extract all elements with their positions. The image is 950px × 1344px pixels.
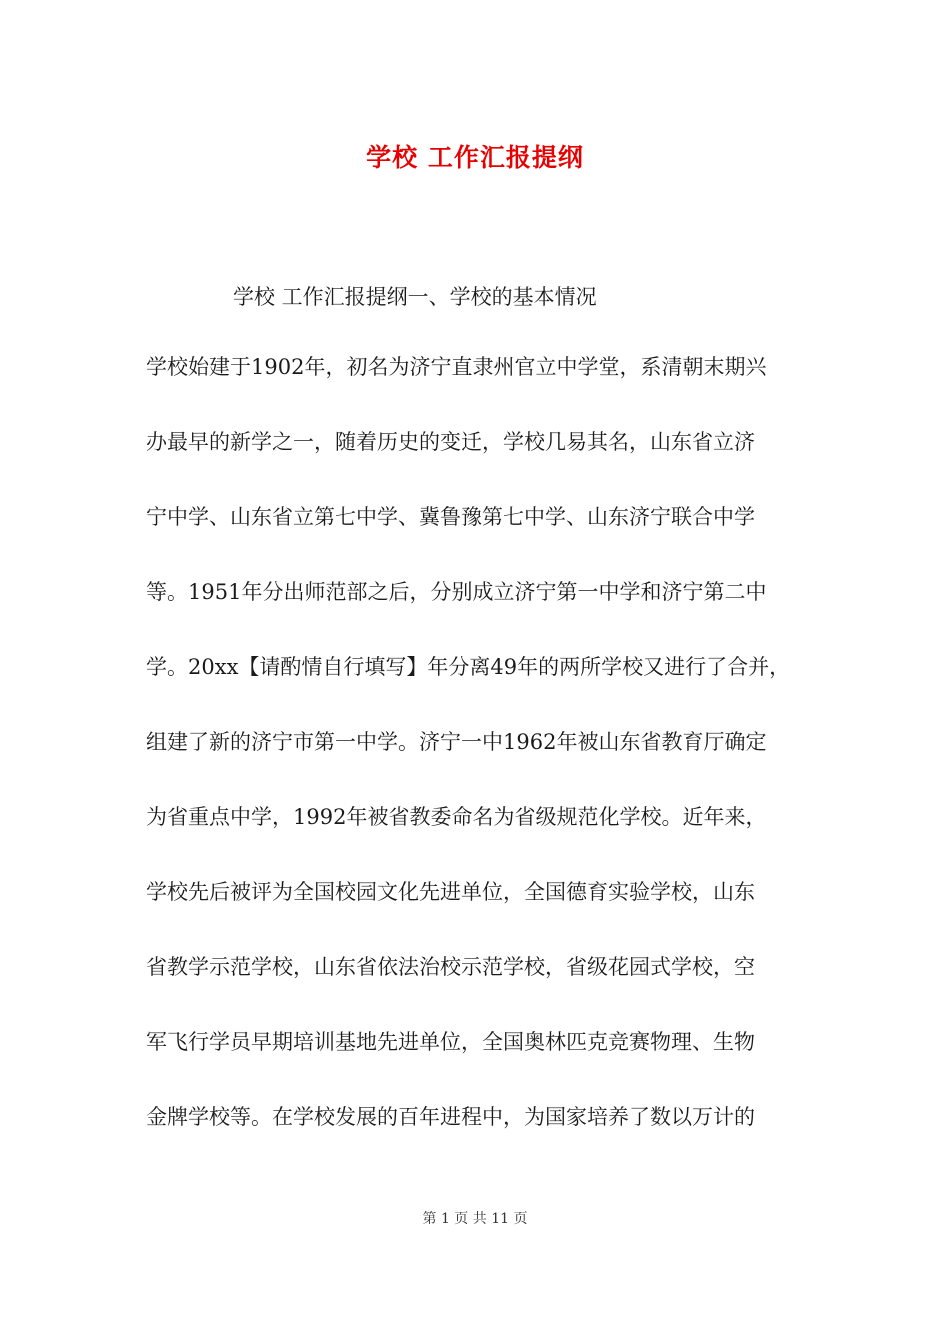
- body-line: 宁中学、山东省立第七中学、冀鲁豫第七中学、山东济宁联合中学: [146, 505, 755, 529]
- body-text: [146, 352, 790, 1177]
- body-line: 办最早的新学之一，随着历史的变迁，学校几易其名，山东省立济: [146, 430, 755, 454]
- body-line: 学校始建于1902年，初名为济宁直隶州官立中学堂，系清朝末期兴: [146, 355, 767, 379]
- body-line: 省教学示范学校，山东省依法治校示范学校，省级花园式学校，空: [146, 955, 755, 979]
- body-line: 组建了新的济宁市第一中学。济宁一中1962年被山东省教育厅确定: [146, 730, 767, 754]
- body-line: 为省重点中学，1992年被省教委命名为省级规范化学校。近年来，: [146, 805, 767, 829]
- body-line: 金牌学校等。在学校发展的百年进程中，为国家培养了数以万计的: [146, 1105, 755, 1129]
- document-title: 学校 工作汇报提纲: [366, 143, 584, 172]
- section-heading: 学校 工作汇报提纲一、学校的基本情况: [233, 285, 597, 309]
- body-line: 学。20xx【请酌情自行填写】年分离49年的两所学校又进行了合并，: [146, 655, 791, 679]
- page-number: 第 1 页 共 11 页: [422, 1211, 528, 1227]
- body-line: 等。1951年分出师范部之后，分别成立济宁第一中学和济宁第二中: [146, 580, 767, 604]
- body-line: 军飞行学员早期培训基地先进单位，全国奥林匹克竞赛物理、生物: [146, 1030, 755, 1054]
- body-line: 学校先后被评为全国校园文化先进单位，全国德育实验学校，山东: [146, 880, 755, 904]
